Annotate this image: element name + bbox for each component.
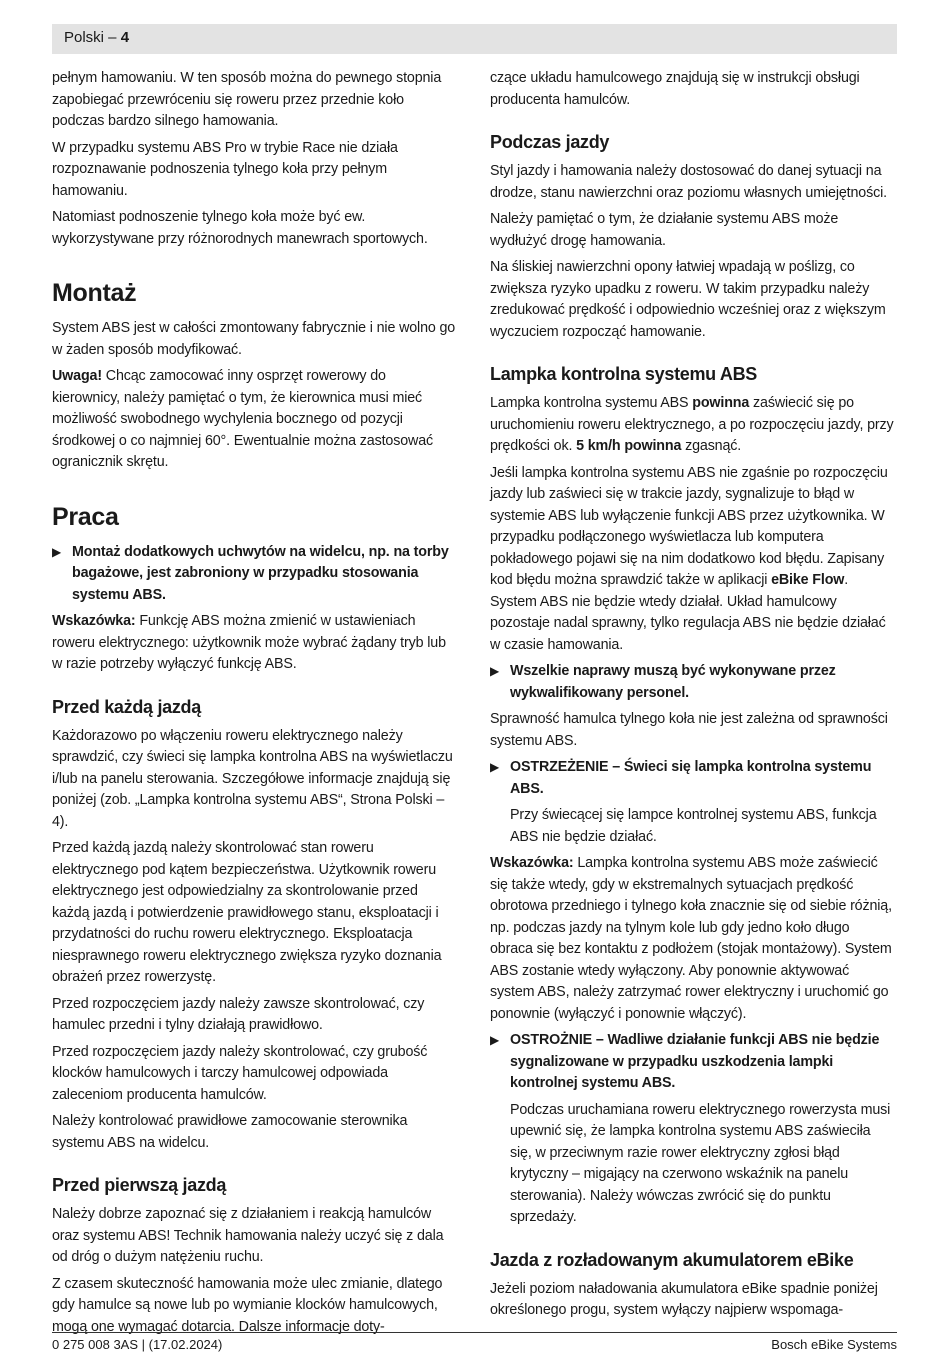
triangle-bullet-icon: ▶ xyxy=(490,1033,500,1047)
bullet-body: Przy świecącej się lampce kontrolnej systemu ABS, funkcja ABS nie będzie działać. xyxy=(510,807,877,845)
paragraph: Przed rozpoczęciem jazdy należy zawsze skontrolować, czy hamulec przedni i tylny działają prawidłowo. xyxy=(52,995,425,1033)
page-header xyxy=(52,24,897,54)
right-column xyxy=(490,68,895,1327)
paragraph xyxy=(490,393,895,458)
text-run: . System ABS nie będzie wtedy działał. Układ hamulcowy pozostaje nadal sprawny, tylko regulacja ABS nie będzie działać w czasie hamowania. xyxy=(490,572,886,653)
app-name: eBike Flow xyxy=(771,572,845,588)
warning-bullet xyxy=(490,1030,895,1095)
bold-run: powinna xyxy=(692,395,750,411)
paragraph: Z czasem skuteczność hamowania może ulec zmianie, dlatego gdy hamulce są nowe lub po wymianie klocków hamulcowych, mogą one wymagać dotarcia. Dalsze informacje doty- xyxy=(52,1275,443,1335)
page-footer xyxy=(52,1332,897,1352)
paragraph: Należy pamiętać o tym, że działanie systemu ABS może wydłużyć drogę hamowania. xyxy=(490,211,839,249)
hint-text: Lampka kontrolna systemu ABS może zaświecić się także wtedy, gdy w ekstremalnych sytuacjach prędkość obrotowa przedniego i tylnego koła znacznie się od siebie różnią, np. podczas jazdy na tylnym kole lub gdy jedno koło długo obraca się bez kontaktu z podłożem (stojak montażowy). System ABS zostanie wtedy wyłączony. Aby ponownie aktywować system ABS, należy zatrzymać rower elektryczny i uruchomić go ponownie (wyłączyć i ponownie włączyć). xyxy=(490,855,892,1022)
hint-text: Funkcję ABS można zmienić w ustawieniach roweru elektrycznego: użytkownik może wybrać żądany tryb lub w razie potrzeby wyłączyć funkcję ABS. xyxy=(52,613,446,672)
paragraph: Natomiast podnoszenie tylnego koła może być ew. wykorzystywane przy różnorodnych manewrach sportowych. xyxy=(52,209,428,247)
triangle-bullet-icon: ▶ xyxy=(52,544,62,559)
paragraph: czące układu hamulcowego znajdują się w instrukcji obsługi producenta hamulców. xyxy=(490,70,860,108)
note-label: Uwaga! xyxy=(52,368,102,384)
text-run: Lampka kontrolna systemu ABS xyxy=(490,395,693,411)
header-page-number: 4 xyxy=(120,29,130,46)
header-separator: – xyxy=(104,29,121,46)
header-language: Polski xyxy=(64,29,105,46)
warning-bullet xyxy=(490,757,895,800)
paragraph: Styl jazdy i hamowania należy dostosować do danej sytuacji na drodze, stanu nawierzchni oraz poziomu własnych umiejętności. xyxy=(490,163,887,201)
subsection-title-lampka: Lampka kontrolna systemu ABS xyxy=(490,364,758,384)
bullet-text: OSTROŻNIE – Wadliwe działanie funkcji ABS nie będzie sygnalizowane w przypadku uszkodzenia lampki kontrolnej systemu ABS. xyxy=(510,1032,880,1091)
section-title-praca: Praca xyxy=(52,502,119,531)
paragraph: W przypadku systemu ABS Pro w trybie Race nie działa rozpoznawanie podnoszenia tylnego koła przy pełnym hamowaniu. xyxy=(52,139,398,199)
bold-run: 5 km/h powinna xyxy=(576,438,682,454)
bullet-text: Montaż dodatkowych uchwytów na widelcu, np. na torby bagażowe, jest zabroniony w przypadku stosowania systemu ABS. xyxy=(72,543,449,603)
left-column xyxy=(52,68,457,1343)
subsection-title-przed-pierwsza: Przed pierwszą jazdą xyxy=(52,1175,227,1195)
note-text: Chcąc zamocować inny osprzęt rowerowy do kierownicy, należy pamiętać o tym, że kierownica musi mieć możliwość swobodnego wychylenia bocznego od pozycji środkowej o co najmniej 60°. Ewentualnie można zastosować ogranicznik skrętu. xyxy=(52,368,434,470)
subsection-title-jazda-rozladowany: Jazda z rozładowanym akumulatorem eBike xyxy=(490,1249,854,1270)
paragraph: System ABS jest w całości zmontowany fabrycznie i nie wolno go w żaden sposób modyfikować. xyxy=(52,320,456,358)
triangle-bullet-icon: ▶ xyxy=(490,760,500,774)
paragraph xyxy=(490,463,895,657)
paragraph: Każdorazowo po włączeniu roweru elektrycznego należy sprawdzić, czy świeci się lampka kontrolna ABS na wyświetlaczu i/lub na panelu sterowania. Szczegółowe informacje znajdują się poniżej (zob. „Lampka kontrolna systemu ABS“, Strona Polski – 4). xyxy=(52,727,453,830)
triangle-bullet-icon: ▶ xyxy=(490,664,500,678)
bullet-text: Wszelkie naprawy muszą być wykonywane przez wykwalifikowany personel. xyxy=(510,663,836,701)
hint-label: Wskazówka: xyxy=(490,855,574,871)
footer-brand: Bosch eBike Systems xyxy=(771,1337,897,1352)
paragraph: Sprawność hamulca tylnego koła nie jest zależna od sprawności systemu ABS. xyxy=(490,711,888,749)
text-run: zaświecić się po uruchomieniu roweru elektrycznego, a po rozpoczęciu jazdy, przy prędkości ok. xyxy=(490,395,894,454)
paragraph: Przed każdą jazdą należy skontrolować stan roweru elektrycznego pod kątem bezpieczeństwa. Użytkownik roweru elektrycznego jest odpowiedzialny za skontrolowanie przed każdą jazdą i potwierdzenie prawidłowego stanu, eksploatacji i przydatności do ruchu roweru elektrycznego. Eksploatacja niesprawnego roweru elektrycznego zwiększa ryzyko doznania obrażeń przez rowerzystę. xyxy=(52,840,442,985)
warning-bullet xyxy=(52,542,457,607)
paragraph: pełnym hamowaniu. W ten sposób można do pewnego stopnia zapobiegać przewróceniu się roweru przez przednie koło podczas bardzo silnego hamowania. xyxy=(52,70,442,129)
subsection-title-przed-kazda: Przed każdą jazdą xyxy=(52,696,201,717)
warning-bullet xyxy=(490,661,895,704)
paragraph xyxy=(490,853,895,1025)
hint-label: Wskazówka: xyxy=(52,613,136,629)
footer-doc-id: 0 275 008 3AS | (17.02.2024) xyxy=(52,1337,223,1352)
text-run: zgasnąć. xyxy=(681,438,742,454)
text-run: Jeśli lampka kontrolna systemu ABS nie zgaśnie po rozpoczęciu jazdy lub zaświeci się w trakcie jazdy, sygnalizuje to błąd w systemie ABS lub wyłączenie funkcji ABS przez użytkownika. W przypadku podłączonego wyświetlacza lub komputera pokładowego pojawi się na nim dodatkowo kod błędu. Zapisany kod błędu można sprawdzić także w aplikacji xyxy=(490,464,888,588)
subsection-title-podczas-jazdy: Podczas jazdy xyxy=(490,132,610,152)
section-title-montaz: Montaż xyxy=(52,279,137,307)
paragraph: Przed rozpoczęciem jazdy należy skontrolować, czy grubość klocków hamulcowych i tarczy hamulcowej odpowiada zaleceniom producenta hamulców. xyxy=(52,1043,428,1103)
paragraph: Należy kontrolować prawidłowe zamocowanie sterownika systemu ABS na widelcu. xyxy=(52,1113,408,1151)
paragraph xyxy=(52,366,457,474)
paragraph: Jeżeli poziom naładowania akumulatora eBike spadnie poniżej określonego progu, system wyłączy najpierw wspomaga- xyxy=(490,1280,878,1318)
bullet-text: OSTRZEŻENIE – Świeci się lampka kontrolna systemu ABS. xyxy=(510,759,872,797)
paragraph: Na śliskiej nawierzchni opony łatwiej wpadają w poślizg, co zwiększa ryzyko upadku z roweru. W takim przypadku należy zredukować prędkość i odpowiednio wcześniej oraz z większym wyczuciem rozpocząć hamowanie. xyxy=(490,259,886,340)
bullet-body: Podczas uruchamiana roweru elektrycznego rowerzysta musi upewnić się, że lampka kontrolna systemu ABS zaświeciła się, w przeciwnym razie rower elektryczny zgłosi błąd krytyczny – migający na czerwono wskaźnik na panelu sterowania). Należy wówczas zwrócić się do punktu sprzedaży. xyxy=(510,1101,891,1225)
paragraph: Należy dobrze zapoznać się z działaniem i reakcją hamulców oraz systemu ABS! Technik hamowania należy uczyć się z dala od dróg o dużym natężeniu ruchu. xyxy=(52,1206,444,1265)
paragraph xyxy=(52,611,457,676)
